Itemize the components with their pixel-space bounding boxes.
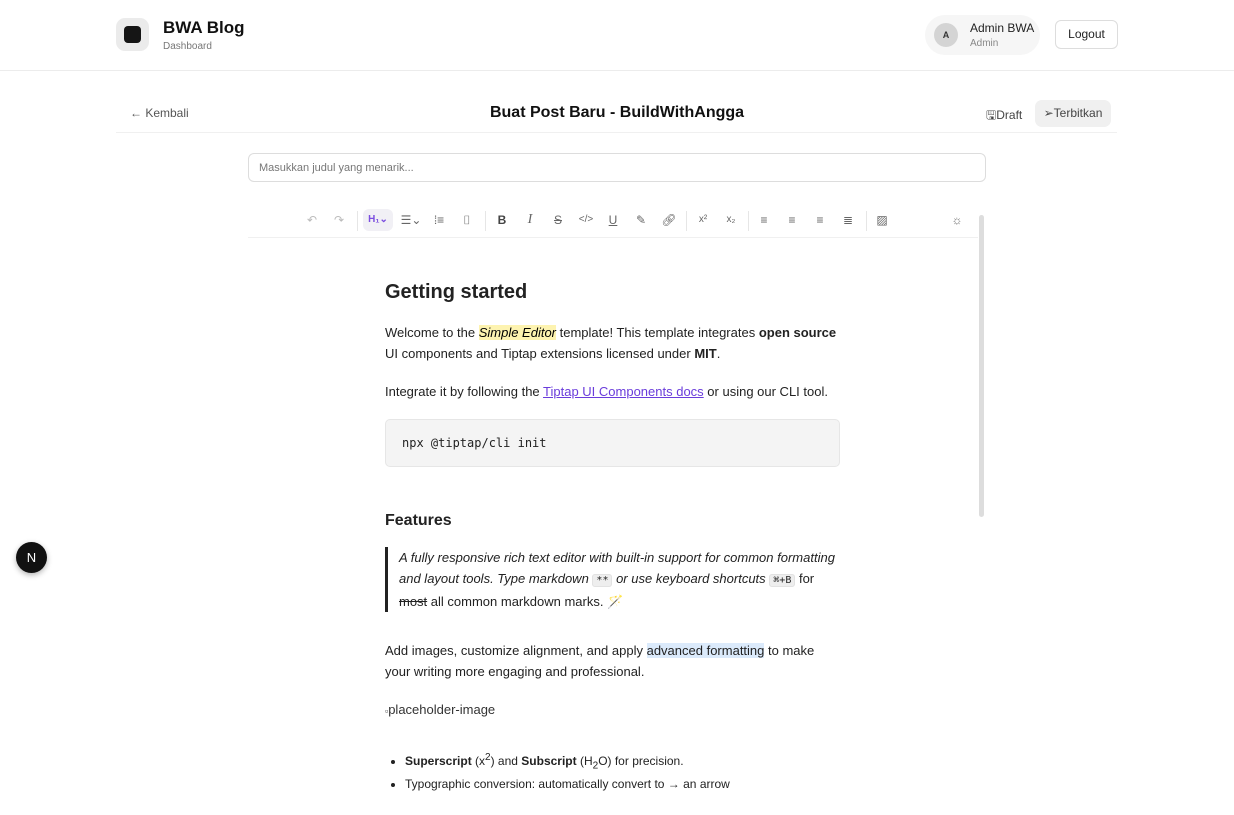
paragraph: Add images, customize alignment, and apply advanced formatting to make your writing more engaging and professional. (385, 643, 815, 679)
feature-list (385, 748, 840, 794)
undo-icon[interactable]: ↶ (306, 213, 318, 227)
publish-label: Terbitkan (1053, 106, 1103, 120)
align-left-icon[interactable]: ≡ (760, 213, 768, 227)
editor-toolbar (248, 203, 978, 238)
draft-button[interactable] (986, 106, 1022, 127)
list-item: • Typographic conversion: automatically convert to → an arrow (405, 775, 840, 794)
blockquote-icon[interactable]: ⁞≡ (433, 213, 445, 227)
avatar: A (934, 23, 958, 47)
separator (686, 211, 687, 231)
app-header (0, 0, 1234, 71)
post-title-input[interactable] (248, 153, 986, 182)
redo-icon[interactable]: ↷ (333, 213, 345, 227)
placeholder-image: ▫placeholder-image (385, 702, 496, 717)
code-block-icon[interactable]: ⌷ (463, 213, 471, 227)
docs-link[interactable]: Tiptap UI Components docs (543, 384, 704, 399)
logout-button[interactable]: Logout (1055, 20, 1118, 49)
draft-label: Draft (996, 108, 1023, 122)
bold-icon[interactable]: B (497, 213, 507, 227)
heading-features: Features (385, 512, 452, 529)
broken-image-icon: ▫ (385, 706, 389, 716)
divider (116, 132, 1117, 133)
send-icon: ➢ (1043, 106, 1054, 120)
link-icon[interactable]: 🔗︎ (661, 213, 677, 227)
align-center-icon[interactable]: ≡ (788, 213, 796, 227)
paragraph: Welcome to the Simple Editor template! This template integrates open source UI components and Tiptap extensions licensed under MIT. (385, 325, 837, 361)
strike-icon[interactable]: S (553, 213, 562, 227)
logo[interactable] (116, 18, 149, 51)
save-icon: 🖫 (986, 108, 997, 122)
user-menu[interactable] (925, 15, 1040, 55)
brand-title: BWA Blog (163, 18, 245, 37)
heading-getting-started: Getting started (385, 281, 528, 303)
nextjs-dev-badge[interactable]: N (16, 542, 47, 573)
subscript-icon[interactable]: x₂ (726, 214, 736, 225)
highlight-icon[interactable]: ✎ (635, 213, 647, 227)
paragraph: Integrate it by following the Tiptap UI Components docs or using our CLI tool. (385, 384, 828, 399)
align-right-icon[interactable]: ≡ (816, 213, 824, 227)
blockquote: A fully responsive rich text editor with built-in support for common formatting and layout tools. Type markdown ** or use keyboard shortcuts ⌘+B for most all common markdown marks. 🪄 (385, 547, 840, 612)
back-link[interactable]: ← Kembali (130, 106, 189, 120)
image-icon[interactable]: ▨ (876, 213, 888, 227)
scrollbar[interactable] (979, 215, 984, 517)
align-justify-icon[interactable]: ≣ (842, 213, 854, 227)
brand-subtitle: Dashboard (163, 41, 212, 52)
page-title: Buat Post Baru - BuildWithAngga (489, 104, 745, 121)
separator (357, 211, 358, 231)
separator (866, 211, 867, 231)
user-name: Admin BWA (970, 21, 1035, 35)
list-item: • Superscript $(x^2)$ and Subscript $(H_2O)$ for precision. (405, 748, 840, 775)
underline-icon[interactable]: U (608, 213, 618, 227)
heading-dropdown[interactable]: H₁⌄ (363, 209, 393, 231)
user-role: Admin (970, 38, 999, 49)
editor-content[interactable] (385, 280, 840, 794)
code-block: npx @tiptap/cli init (385, 419, 840, 467)
code-icon[interactable]: </> (578, 214, 594, 225)
theme-toggle-icon[interactable]: ☼ (951, 213, 963, 227)
superscript-icon[interactable]: x² (698, 214, 708, 225)
heading-label: H₁ (368, 214, 380, 225)
separator (748, 211, 749, 231)
list-dropdown-icon[interactable]: ☰⌄ (400, 213, 422, 227)
publish-button[interactable] (1035, 100, 1111, 127)
italic-icon[interactable]: I (527, 212, 533, 227)
separator (485, 211, 486, 231)
